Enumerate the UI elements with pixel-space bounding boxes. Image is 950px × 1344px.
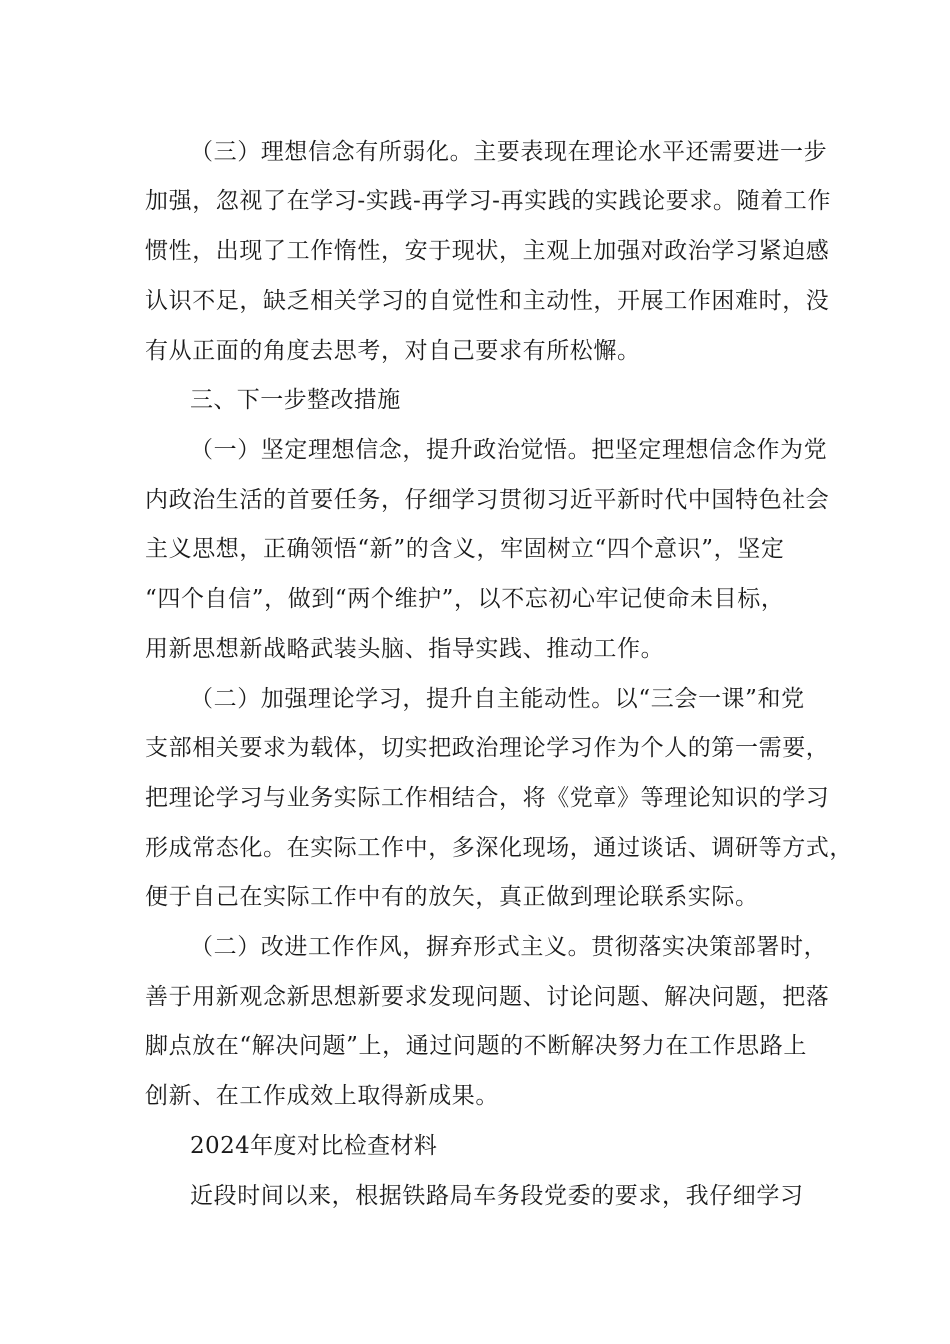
- paragraph-line: 有从正面的角度去思考，对自己要求有所松懈。: [145, 338, 641, 364]
- paragraph-line: 用新思想新战略武装头脑、指导实践、推动工作。: [145, 636, 665, 662]
- paragraph-line: （一）坚定理想信念，提升政治觉悟。把坚定理想信念作为党: [190, 437, 828, 463]
- paragraph-line: （二）改进工作作风，摒弃形式主义。贯彻落实决策部署时，: [190, 934, 828, 960]
- paragraph-line: （二）加强理论学习，提升自主能动性。以“三会一课”和党: [190, 686, 805, 712]
- paragraph-line: 把理论学习与业务实际工作相结合，将《党章》等理论知识的学习: [145, 785, 830, 811]
- paragraph-line: 主义思想，正确领悟“新”的含义，牢固树立“四个意识”，坚定: [145, 536, 785, 562]
- section-heading: 三、下一步整改措施: [190, 387, 401, 413]
- paragraph-line: 脚点放在“解决问题”上，通过问题的不断解决努力在工作思路上: [145, 1033, 807, 1059]
- document-title: 2024年度对比检查材料: [190, 1133, 438, 1159]
- paragraph-line: （三）理想信念有所弱化。主要表现在理论水平还需要进一步: [190, 139, 828, 165]
- paragraph-line: 形成常态化。在实际工作中，多深化现场，通过谈话、调研等方式，: [145, 835, 853, 861]
- paragraph-line: “四个自信”，做到“两个维护”，以不忘初心牢记使命未目标，: [145, 586, 785, 612]
- paragraph-line: 内政治生活的首要任务，仔细学习贯彻习近平新时代中国特色社会: [145, 487, 830, 513]
- paragraph-line: 善于用新观念新思想新要求发现问题、讨论问题、解决问题，把落: [145, 984, 830, 1010]
- paragraph-line: 加强，忽视了在学习-实践-再学习-再实践的实践论要求。随着工作: [145, 188, 831, 214]
- paragraph-line: 便于自己在实际工作中有的放矢，真正做到理论联系实际。: [145, 884, 759, 910]
- paragraph-line: 近段时间以来，根据铁路局车务段党委的要求，我仔细学习: [190, 1183, 804, 1209]
- paragraph-line: 创新、在工作成效上取得新成果。: [145, 1083, 499, 1109]
- paragraph-line: 认识不足，缺乏相关学习的自觉性和主动性，开展工作困难时，没: [145, 288, 830, 314]
- paragraph-line: 支部相关要求为载体，切实把政治理论学习作为个人的第一需要，: [145, 735, 830, 761]
- paragraph-line: 惯性，出现了工作惰性，安于现状，主观上加强对政治学习紧迫感: [145, 238, 830, 264]
